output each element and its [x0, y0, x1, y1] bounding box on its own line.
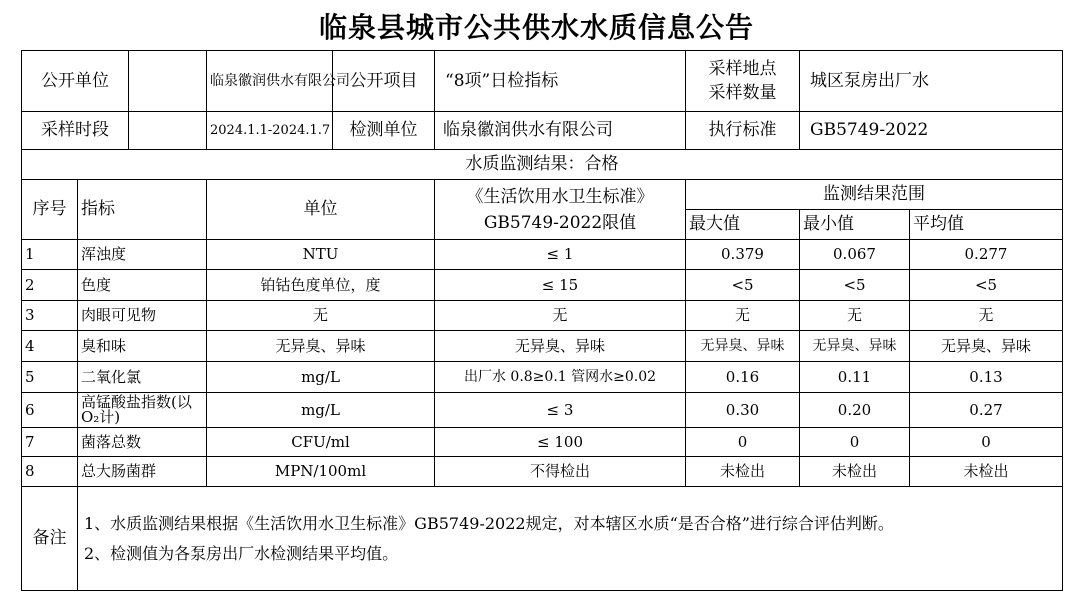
row-limit: ≤ 1 — [435, 240, 686, 270]
meta-row-2 — [22, 112, 1063, 150]
note-line-2: 2、检测值为各泵房出厂水检测结果平均值。 — [84, 543, 399, 563]
row-max: 0.379 — [686, 240, 800, 270]
page-title: 临泉县城市公共供水水质信息公告 — [318, 11, 754, 44]
row-indicator: 臭和味 — [78, 331, 207, 362]
row-max: 0.16 — [686, 362, 800, 393]
row-max: 0.30 — [686, 393, 800, 428]
disclose-item-label: 公开项目 — [333, 51, 435, 112]
table-row — [22, 362, 1063, 393]
row-unit: mg/L — [207, 362, 435, 393]
row-max: 无异臭、异味 — [686, 331, 800, 362]
row-index: 2 — [22, 270, 78, 301]
row-min: 未检出 — [800, 457, 910, 487]
table-row — [22, 428, 1063, 457]
row-avg: 未检出 — [910, 457, 1063, 487]
sampling-period-label: 采样时段 — [22, 112, 129, 149]
row-avg: <5 — [910, 270, 1063, 301]
table-row — [22, 331, 1063, 362]
row-limit: 不得检出 — [435, 457, 686, 487]
row-indicator: 二氧化氯 — [78, 362, 207, 393]
row-limit: 无异臭、异味 — [435, 331, 686, 362]
sampling-count-label: 采样数量 — [708, 83, 777, 103]
row-unit: CFU/ml — [207, 428, 435, 457]
testing-unit-value: 临泉徽润供水有限公司 — [435, 112, 686, 150]
row-indicator: 浑浊度 — [78, 240, 207, 270]
header-min: 最小值 — [800, 210, 910, 240]
header-indicator: 指标 — [78, 180, 207, 240]
water-quality-table — [21, 50, 1063, 591]
row-max: 未检出 — [686, 457, 800, 487]
row-limit: 无 — [435, 301, 686, 331]
row-unit: 无 — [207, 301, 435, 331]
row-min: 0.11 — [800, 362, 910, 393]
table-row — [22, 240, 1063, 270]
table-row — [22, 393, 1063, 428]
result-banner-row — [22, 150, 1063, 180]
sampling-location-label: 采样地点 — [708, 59, 777, 79]
notes-row — [22, 487, 1063, 591]
row-max: 无 — [686, 301, 800, 331]
row-index: 5 — [22, 362, 78, 393]
standard-label: 执行标准 — [686, 112, 800, 150]
row-min: 0.20 — [800, 393, 910, 428]
sampling-period-value: 2024.1.1-2024.1.7 — [207, 112, 333, 150]
row-unit: 铂钴色度单位，度 — [207, 270, 435, 301]
row-indicator: 菌落总数 — [78, 428, 207, 457]
row-max: 0 — [686, 428, 800, 457]
sampling-location-value: 城区泵房出厂水 — [800, 51, 1063, 112]
header-unit: 单位 — [207, 180, 435, 240]
table-row — [22, 270, 1063, 301]
row-index: 6 — [22, 393, 78, 428]
header-limit-line1: 《生活饮用水卫生标准》 — [466, 186, 654, 207]
header-max: 最大值 — [686, 210, 800, 240]
row-unit: NTU — [207, 240, 435, 270]
row-min: 无异臭、异味 — [800, 331, 910, 362]
row-limit: ≤ 3 — [435, 393, 686, 428]
row-indicator: 色度 — [78, 270, 207, 301]
row-indicator: 总大肠菌群 — [78, 457, 207, 487]
row-indicator: 肉眼可见物 — [78, 301, 207, 331]
disclose-item-value: “8项”日检指标 — [435, 51, 686, 112]
row-min: <5 — [800, 270, 910, 301]
table-row — [22, 457, 1063, 487]
standard-value: GB5749-2022 — [800, 112, 1063, 150]
row-limit: 出厂水 0.8≥0.1 管网水≥0.02 — [435, 362, 686, 393]
row-unit: mg/L — [207, 393, 435, 428]
table-row — [22, 301, 1063, 331]
row-index: 1 — [22, 240, 78, 270]
row-unit: 无异臭、异味 — [207, 331, 435, 362]
row-avg: 无异臭、异味 — [910, 331, 1063, 362]
row-limit: ≤ 15 — [435, 270, 686, 301]
header-range: 监测结果范围 — [686, 180, 1063, 210]
row-avg: 0.27 — [910, 393, 1063, 428]
row-index: 7 — [22, 428, 78, 457]
disclose-unit-value: 临泉徽润供水有限公司 — [207, 51, 333, 112]
row-max: <5 — [686, 270, 800, 301]
header-row-1 — [22, 180, 1063, 210]
note-line-1: 1、水质监测结果根据《生活饮用水卫生标准》GB5749-2022规定，对本辖区水质“是否合格”进行综合评估判断。 — [84, 513, 894, 533]
row-index: 4 — [22, 331, 78, 362]
row-indicator: 高锰酸盐指数(以O₂计) — [78, 393, 207, 428]
row-index: 3 — [22, 301, 78, 331]
row-avg: 无 — [910, 301, 1063, 331]
row-limit: ≤ 100 — [435, 428, 686, 457]
row-min: 无 — [800, 301, 910, 331]
row-min: 0.067 — [800, 240, 910, 270]
row-avg: 0.277 — [910, 240, 1063, 270]
row-min: 0 — [800, 428, 910, 457]
header-limit-line2: GB5749-2022限值 — [483, 212, 637, 233]
header-index: 序号 — [22, 180, 78, 240]
row-avg: 0.13 — [910, 362, 1063, 393]
result-banner: 水质监测结果：合格 — [22, 150, 1063, 180]
row-avg: 0 — [910, 428, 1063, 457]
row-index: 8 — [22, 457, 78, 487]
row-unit: MPN/100ml — [207, 457, 435, 487]
meta-row-1 — [22, 51, 1063, 112]
notes-label: 备注 — [22, 487, 78, 591]
disclose-unit-label: 公开单位 — [22, 51, 129, 111]
testing-unit-label: 检测单位 — [333, 112, 435, 150]
header-avg: 平均值 — [910, 210, 1063, 240]
